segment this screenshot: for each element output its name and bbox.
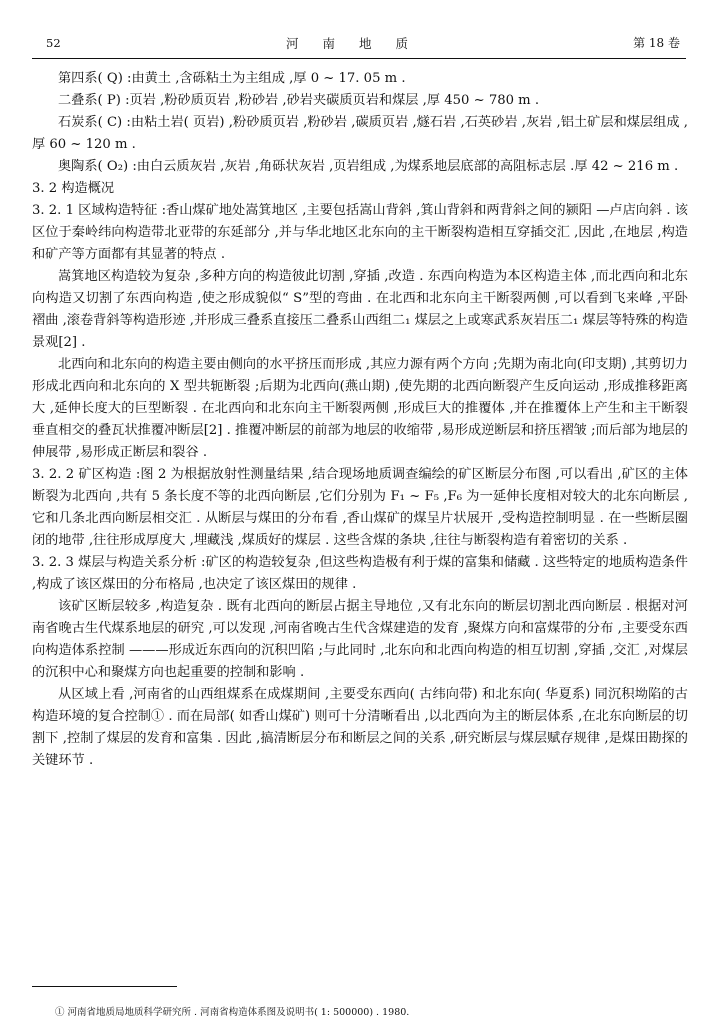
stratum-carboniferous: 石炭系( C) :由粘土岩( 页岩) ,粉砂质页岩 ,粉砂岩 ,碳质页岩 ,燧石岩 ,石英砂岩 ,灰岩 ,铝土矿层和煤层组成 ,厚 60 ~ 120 m . <box>32 115 688 152</box>
paragraph-coal-structure-relation: 3. 2. 3 煤层与构造关系分析 :矿区的构造较复杂 ,但这些构造极有利于煤的富集和储藏 . 这些特定的地质构造条件 ,构成了该区煤田的分布格局 ,也决定了该区煤田的规律 . <box>32 555 688 592</box>
volume-label: 第 18 卷 <box>633 36 680 50</box>
paragraph-regional-structure: 3. 2. 1 区域构造特征 :香山煤矿地处嵩箕地区 ,主要包括嵩山背斜 ,箕山背斜和两背斜之间的颍阳 —卢店向斜 . 该区位于秦岭纬向构造带北亚带的东延部分 ,并与华北地区北东向的主干断裂构造相互穿插交汇 ,因此 ,在地层 ,构造和矿产等方面都有其显著的特点 . <box>32 203 688 262</box>
stratum-ordovician: 奥陶系( O₂) :由白云质灰岩 ,灰岩 ,角砾状灰岩 ,页岩组成 ,为煤系地层底部的高阻标志层 .厚 42 ~ 216 m . <box>58 159 679 174</box>
paragraph-fault-analysis: 该矿区断层较多 ,构造复杂 . 既有北西向的断层占据主导地位 ,又有北东向的断层切割北西向断层 . 根据对河南省晚古生代煤系地层的研究 ,可以发现 ,河南省晚古生代含煤建造的发育 ,聚煤方向和富煤带的分布 ,主要受东西向构造体系控制 ———形成近东西向的沉积凹陷 ;与此同时 ,北东向和北西向构造的相互切割 ,穿插 ,交汇 ,对煤层的沉积中心和聚煤方向也起重要的控制和影响 . <box>32 599 688 680</box>
running-header <box>32 34 686 56</box>
paragraph-stress-source: 北西向和北东向的构造主要由侧向的水平挤压而形成 ,其应力源有两个方向 ;先期为南北向(印支期) ,其剪切力形成北西向和北东向的 X 型共轭断裂 ;后期为北西向(燕山期) ,使先期的北西向断裂产生反向运动 ,形成推移距离大 ,延伸长度大的巨型断裂 . 在北西向和北东向主干断裂两侧 ,形成巨大的推覆体 ,并在推覆体上产生和主干断裂垂直相交的叠瓦状推覆冲断层[2] . 推覆冲断层的前部为地层的收缩带 ,易形成逆断层和挤压褶皱 ;而后部为地层的伸展带 ,易形成正断层和裂谷 . <box>32 357 688 460</box>
page-number: 52 <box>46 36 61 50</box>
journal-title: 河南地质 <box>285 36 432 51</box>
paragraph-regional-view: 从区域上看 ,河南省的山西组煤系在成煤期间 ,主要受东西向( 古纬向带) 和北东向( 华夏系) 同沉积坳陷的古构造环境的复合控制① . 而在局部( 如香山煤矿) 则可十分清晰看出 ,以北西向为主的断层体系 ,在北东向断层的切割下 ,控制了煤层的发育和富集 . 因此 ,搞清断层分布和断层之间的关系 ,研究断层与煤层赋存规律 ,是煤田勘探的关键环节 . <box>32 687 688 768</box>
stratum-quaternary: 第四系( Q) :由黄土 ,含砾粘土为主组成 ,厚 0 ~ 17. 05 m . <box>58 71 406 86</box>
header-rule <box>32 58 686 59</box>
article-body <box>32 68 688 772</box>
footnote-rule <box>32 986 177 987</box>
stratum-permian: 二叠系( P) :页岩 ,粉砂质页岩 ,粉砂岩 ,砂岩夹碳质页岩和煤层 ,厚 450 ~ 780 m . <box>58 93 540 108</box>
paragraph-songji-structure: 嵩箕地区构造较为复杂 ,多种方向的构造彼此切割 ,穿插 ,改造 . 东西向构造为本区构造主体 ,而北西向和北东向构造又切割了东西向构造 ,使之形成貌似“ S”型的弯曲 . 在北西和北东向主干断裂两侧 ,可以看到飞来峰 ,平卧褶曲 ,滚卷背斜等构造形迹 ,并形成三叠系直接压二叠系山西组二₁ 煤层之上或寒武系灰岩压二₁ 煤层等特殊的构造景观[2] . <box>32 269 688 350</box>
footnote: ① 河南省地质局地质科学研究所 . 河南省构造体系图及说明书( 1: 500000) . 1980. <box>55 1007 410 1018</box>
section-heading: 3. 2 构造概况 <box>32 181 115 196</box>
paragraph-mine-structure: 3. 2. 2 矿区构造 :图 2 为根据放射性测量结果 ,结合现场地质调查编绘的矿区断层分布图 ,可以看出 ,矿区的主体断裂为北西向 ,共有 5 条长度不等的北西向断层 ,它们分别为 F₁ ~ F₅ ,F₆ 为一延伸长度相对较大的北东向断层 ,它和几条北西向断层相交汇 . 从断层与煤田的分布看 ,香山煤矿的煤呈片状展开 ,受构造控制明显 . 在一些断层圈闭的地带 ,往往形成厚度大 ,埋藏浅 ,煤质好的煤层 . 这些含煤的条块 ,往往与断裂构造有着密切的关系 . <box>32 467 688 548</box>
